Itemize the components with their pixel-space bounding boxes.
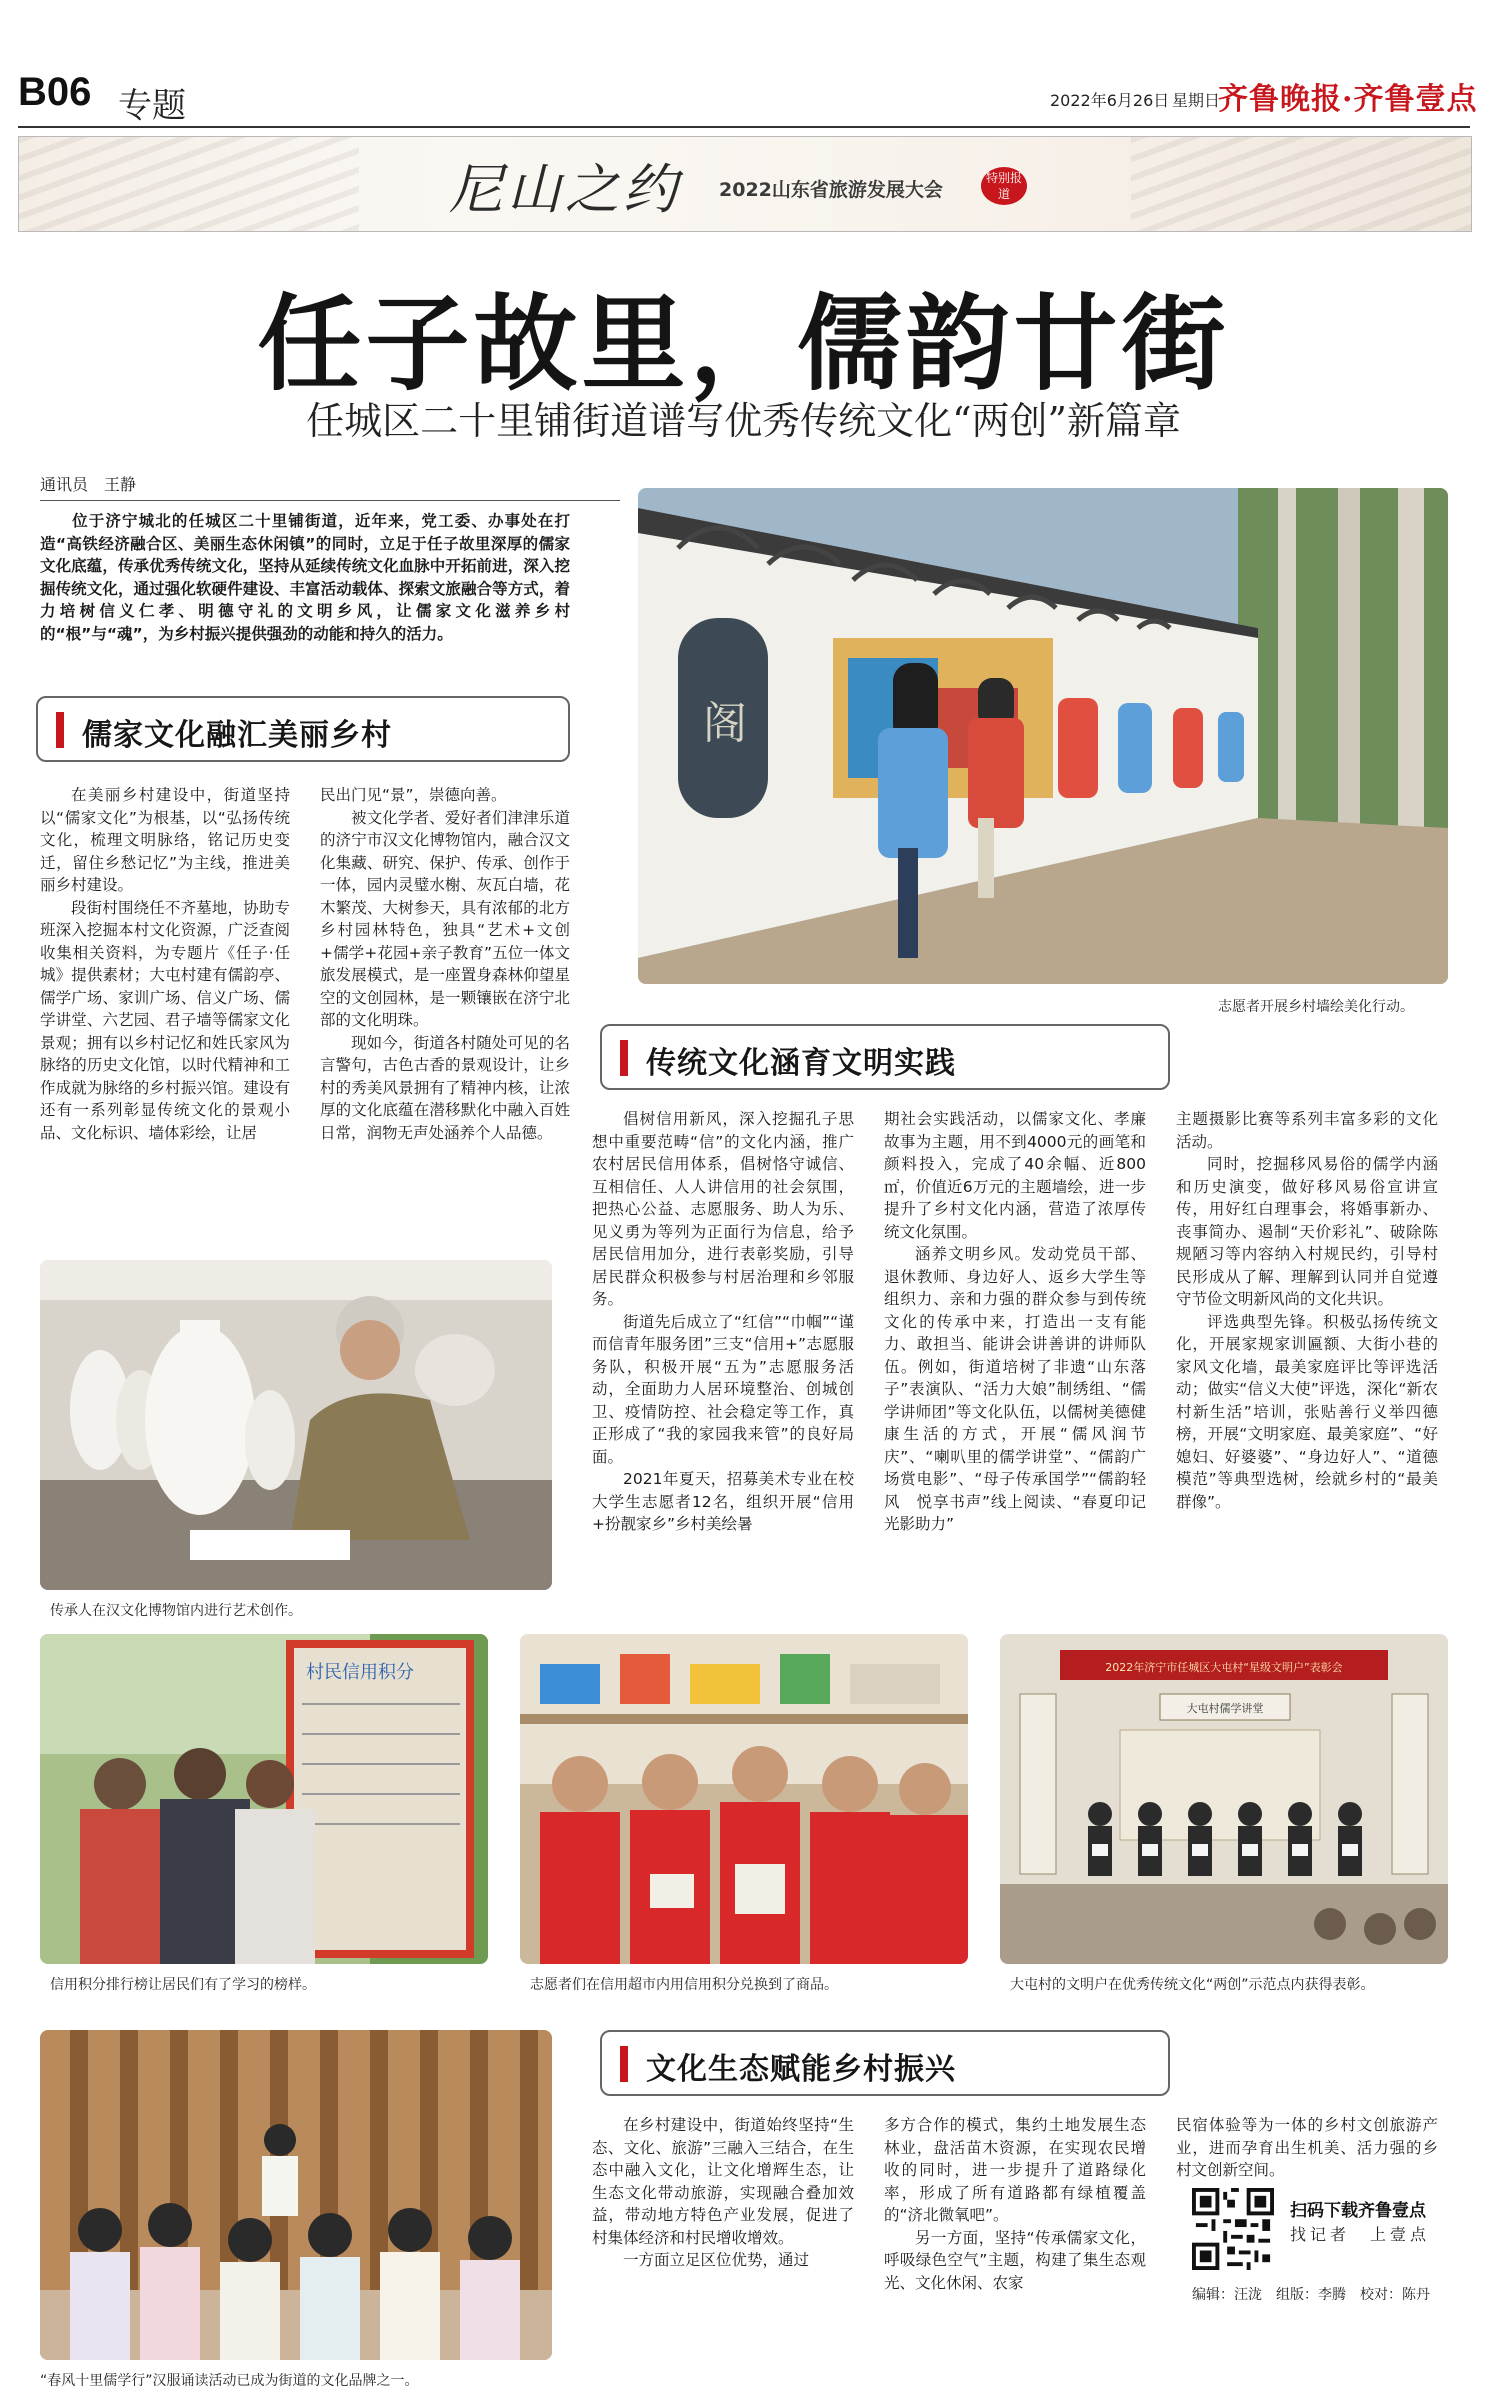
paragraph: 倡树信用新风，深入挖掘孔子思想中重要范畴“信”的文化内涵，推广农村居民信用体系，倡树恪守诚信、互相信任、人人讲信用的社会氛围，把热心公益、志愿服务、助人为乐、见义勇为等列为正面行为信息，给予居民信用加分，进行表彰奖励，引导居民群众积极参与村居治理和乡邻服务。 xyxy=(592,1110,854,1308)
header-rule xyxy=(18,126,1470,128)
photo-caption: 传承人在汉文化博物馆内进行艺术创作。 xyxy=(50,1603,302,1619)
section2-column-1 xyxy=(592,1108,854,1536)
issue-weekday: 星期日 xyxy=(1172,91,1221,110)
article-title: 任子故里，儒韵廿街 xyxy=(257,282,1230,405)
photo-credit-ranking-board xyxy=(40,1634,488,1964)
paragraph: 多方合作的模式，集约土地发展生态林业，盘活苗木资源，在实现农民增收的同时，进一步提升了道路绿化率，形成了所有道路都有绿植覆盖的“济北微氧吧”。 xyxy=(884,2116,1146,2224)
paragraph: 同时，挖掘移风易俗的儒学内涵和历史演变，做好移风易俗宣讲宣传，用好红白理事会，将婚事新办、丧事简办、遏制“天价彩礼”、破除陈规陋习等内容纳入村规民约，引导村民形成从了解、理解到认同并自觉遵守节俭文明新风尚的文化共识。 xyxy=(1176,1155,1438,1308)
ink-wash-decoration xyxy=(1131,137,1471,231)
section-heading-1 xyxy=(36,696,570,762)
paragraph: 街道先后成立了“红信”“巾帼”“谨而信青年服务团”三支“信用+”志愿服务队，积极开展“五为”志愿服务活动，全面助力人居环境整治、创城创卫、疫情防控、社会稳定等工作，真正形成了“我的家园我来管”的良好局面。 xyxy=(592,1312,854,1466)
photo-credit-supermarket xyxy=(520,1634,968,1964)
section3-column-2 xyxy=(884,2114,1146,2294)
paragraph: 评选典型先锋。积极弘扬传统文化，开展家规家训匾额、大街小巷的家风文化墙，最美家庭评比等评选活动；做实“信义大使”评选，深化“新农村新生活”培训，张贴善行义举四德榜，开展“文明家庭、最美家庭”、“好媳妇、好婆婆”、“身边好人”、“道德模范”等典型选树，绘就乡村的“最美群像”。 xyxy=(1176,1312,1438,1511)
intro-paragraph xyxy=(40,510,570,645)
section-heading-text: 文化生态赋能乡村振兴 xyxy=(646,2052,956,2087)
section-marker xyxy=(620,1040,628,1076)
paragraph: 民出门见“景”，崇德向善。 xyxy=(320,786,507,804)
section3-column-1 xyxy=(592,2114,854,2272)
banner-title: 尼山之约 xyxy=(449,158,681,221)
topic-banner xyxy=(18,136,1472,232)
page-number: B06 xyxy=(18,70,92,114)
section-heading-3 xyxy=(600,2030,1170,2096)
photo-wall-painting xyxy=(638,488,1448,984)
byline-rule xyxy=(40,500,620,501)
issue-date: 2022年6月26日 xyxy=(1050,91,1170,110)
ink-wash-decoration xyxy=(19,137,359,231)
photo-caption: 信用积分排行榜让居民们有了学习的榜样。 xyxy=(50,1977,316,1993)
paragraph: 段街村围绕任不齐墓地，协助专班深入挖掘本村文化资源，广泛查阅收集相关资料，为专题片《任子·任城》提供素材；大屯村建有儒韵亭、儒学广场、家训广场、信义广场、儒学讲堂、六艺园、君子墙等儒家文化景观；拥有以乡村记忆和姓氏家风为脉络的历史文化馆，以时代精神和工作成就为脉络的乡村振兴馆。建设有还有一系列彰显传统文化的景观小品、文化标识、墙体彩绘，让居 xyxy=(40,898,290,1142)
event-banner-text: 2022年济宁市任城区大屯村“星级文明户”表彰会 xyxy=(1105,1661,1343,1674)
intro-text: 位于济宁城北的任城区二十里铺街道，近年来，党工委、办事处在打造“高铁经济融合区、美丽生态休闲镇”的同时，立足于任子故里深厚的儒家文化底蕴，传承优秀传统文化，坚持从延续传统文化血脉中开拓前进，深入挖掘传统文化，通过强化软硬件建设、丰富活动载体、探索文旅融合等方式，着力培树信义仁孝、明德守礼的文明乡风，让儒家文化滋养乡村的“根”与“魂”，为乡村振兴提供强劲的动能和持久的活力。 xyxy=(40,512,570,643)
paragraph: 涵养文明乡风。发动党员干部、退休教师、身边好人、返乡大学生等组织力、亲和力强的群众参与到传统文化的传承中来，打造出一支有能力、敢担当、能讲会讲善讲的讲师队伍。例如，街道培树了非遗“山东落子”表演队、“活力大娘”制绣组、“儒学讲师团”等文化队伍，以儒树美德健康生活的方式，开展“儒风润节庆”、“喇叭里的儒学讲堂”、“儒韵广场赏电影”、“母子传承国学”“儒韵轻风 悦享书声”线上阅读、“春夏印记 光影助力” xyxy=(884,1245,1162,1533)
hall-plaque: 大屯村儒学讲堂 xyxy=(1186,1702,1264,1715)
photo-caption: “春风十里儒学行”汉服诵读活动已成为街道的文化品牌之一。 xyxy=(40,2373,419,2389)
banner-subtitle: 2022山东省旅游发展大会 xyxy=(719,179,943,201)
paragraph: 民宿体验等为一体的乡村文创旅游产业，进而孕育出生机美、活力强的乡村文创新空间。 xyxy=(1176,2116,1438,2179)
qr-subtitle: 找记者 上壹点 xyxy=(1290,2225,1431,2244)
section3-column-3 xyxy=(1176,2114,1438,2182)
section2-column-2 xyxy=(884,1108,1162,1536)
paragraph: 在乡村建设中，街道始终坚持“生态、文化、旅游”三融入三结合，在生态中融入文化，让文化增辉生态，让生态文化带动旅游，实现融合叠加效益，带动地方特色产业发展，促进了村集体经济和村民增收增效。 xyxy=(592,2116,854,2247)
section-marker xyxy=(620,2046,628,2082)
photo-hanfu-reading xyxy=(40,2030,552,2360)
section-marker xyxy=(56,712,64,748)
photo-caption: 志愿者们在信用超市内用信用积分兑换到了商品。 xyxy=(530,1977,838,1993)
editor-credits: 编辑：汪泷 组版：李腾 校对：陈丹 xyxy=(1192,2287,1430,2303)
section-heading-text: 儒家文化融汇美丽乡村 xyxy=(82,718,392,753)
paragraph: 主题摄影比赛等系列丰富多彩的文化活动。 xyxy=(1176,1110,1438,1151)
paragraph: 另一方面，坚持“传承儒家文化，呼吸绿色空气”主题，构建了集生态观光、文化休闲、农家 xyxy=(884,2228,1146,2292)
banner-badge: 特别报道 xyxy=(981,167,1027,205)
section-name: 专题 xyxy=(118,86,186,126)
paragraph: 期社会实践活动，以儒家文化、孝廉故事为主题，用不到4000元的画笔和颜料投入，完成了40余幅、近800㎡，价值近6万元的主题墙绘，进一步提升了乡村文化内涵，营造了浓厚传统文化氛围。 xyxy=(884,1110,1146,1241)
board-title: 村民信用积分 xyxy=(306,1662,414,1683)
photo-caption: 大屯村的文明户在优秀传统文化“两创”示范点内获得表彰。 xyxy=(1010,1977,1375,1993)
brand-logo: 齐鲁晚报·齐鲁壹点 xyxy=(1218,82,1478,117)
paragraph: 被文化学者、爱好者们津津乐道的济宁市汉文化博物馆内，融合汉文化集藏、研究、保护、传承、创作于一体，园内灵璧水榭、灰瓦白墙，花木繁茂、大树参天，具有浓郁的北方乡村园林特色，独具“艺术+文创+儒学+花园+亲子教育”五位一体文旅发展模式，是一座置身森林仰望星空的文创园林，是一颗镶嵌在济宁北部的文化明珠。 xyxy=(320,808,570,1029)
paragraph: 2021年夏天，招募美术专业在校大学生志愿者12名，组织开展“信用+扮靓家乡”乡村美绘暑 xyxy=(592,1470,854,1533)
section-heading-2 xyxy=(600,1024,1170,1090)
byline: 通讯员 王静 xyxy=(40,475,137,494)
qr-code[interactable] xyxy=(1192,2188,1274,2270)
article-subtitle: 任城区二十里铺街道谱写优秀传统文化“两创”新篇章 xyxy=(306,399,1181,443)
section1-column-2 xyxy=(320,784,570,1144)
wall-character: 阁 xyxy=(703,698,747,749)
paragraph: 一方面立足区位优势，通过 xyxy=(623,2251,810,2269)
qr-title: 扫码下载齐鲁壹点 xyxy=(1290,2201,1426,2221)
section2-column-3 xyxy=(1176,1108,1438,1513)
paragraph: 在美丽乡村建设中，街道坚持以“儒家文化”为根基，以“弘扬传统文化，梳理文明脉络，铭记历史变迁，留住乡愁记忆”为主线，推进美丽乡村建设。 xyxy=(40,786,290,894)
section1-column-1 xyxy=(40,784,290,1144)
section-heading-text: 传统文化涵育文明实践 xyxy=(646,1046,956,1081)
photo-civilized-household-award xyxy=(1000,1634,1448,1964)
photo-caption: 志愿者开展乡村墙绘美化行动。 xyxy=(1218,999,1414,1015)
paragraph: 现如今，街道各村随处可见的名言警句，古色古香的景观设计，让乡村的秀美风景拥有了精神内核，让浓厚的文化底蕴在潜移默化中融入百姓日常，润物无声处涵养个人品德。 xyxy=(320,1033,570,1142)
photo-artisan xyxy=(40,1260,552,1590)
